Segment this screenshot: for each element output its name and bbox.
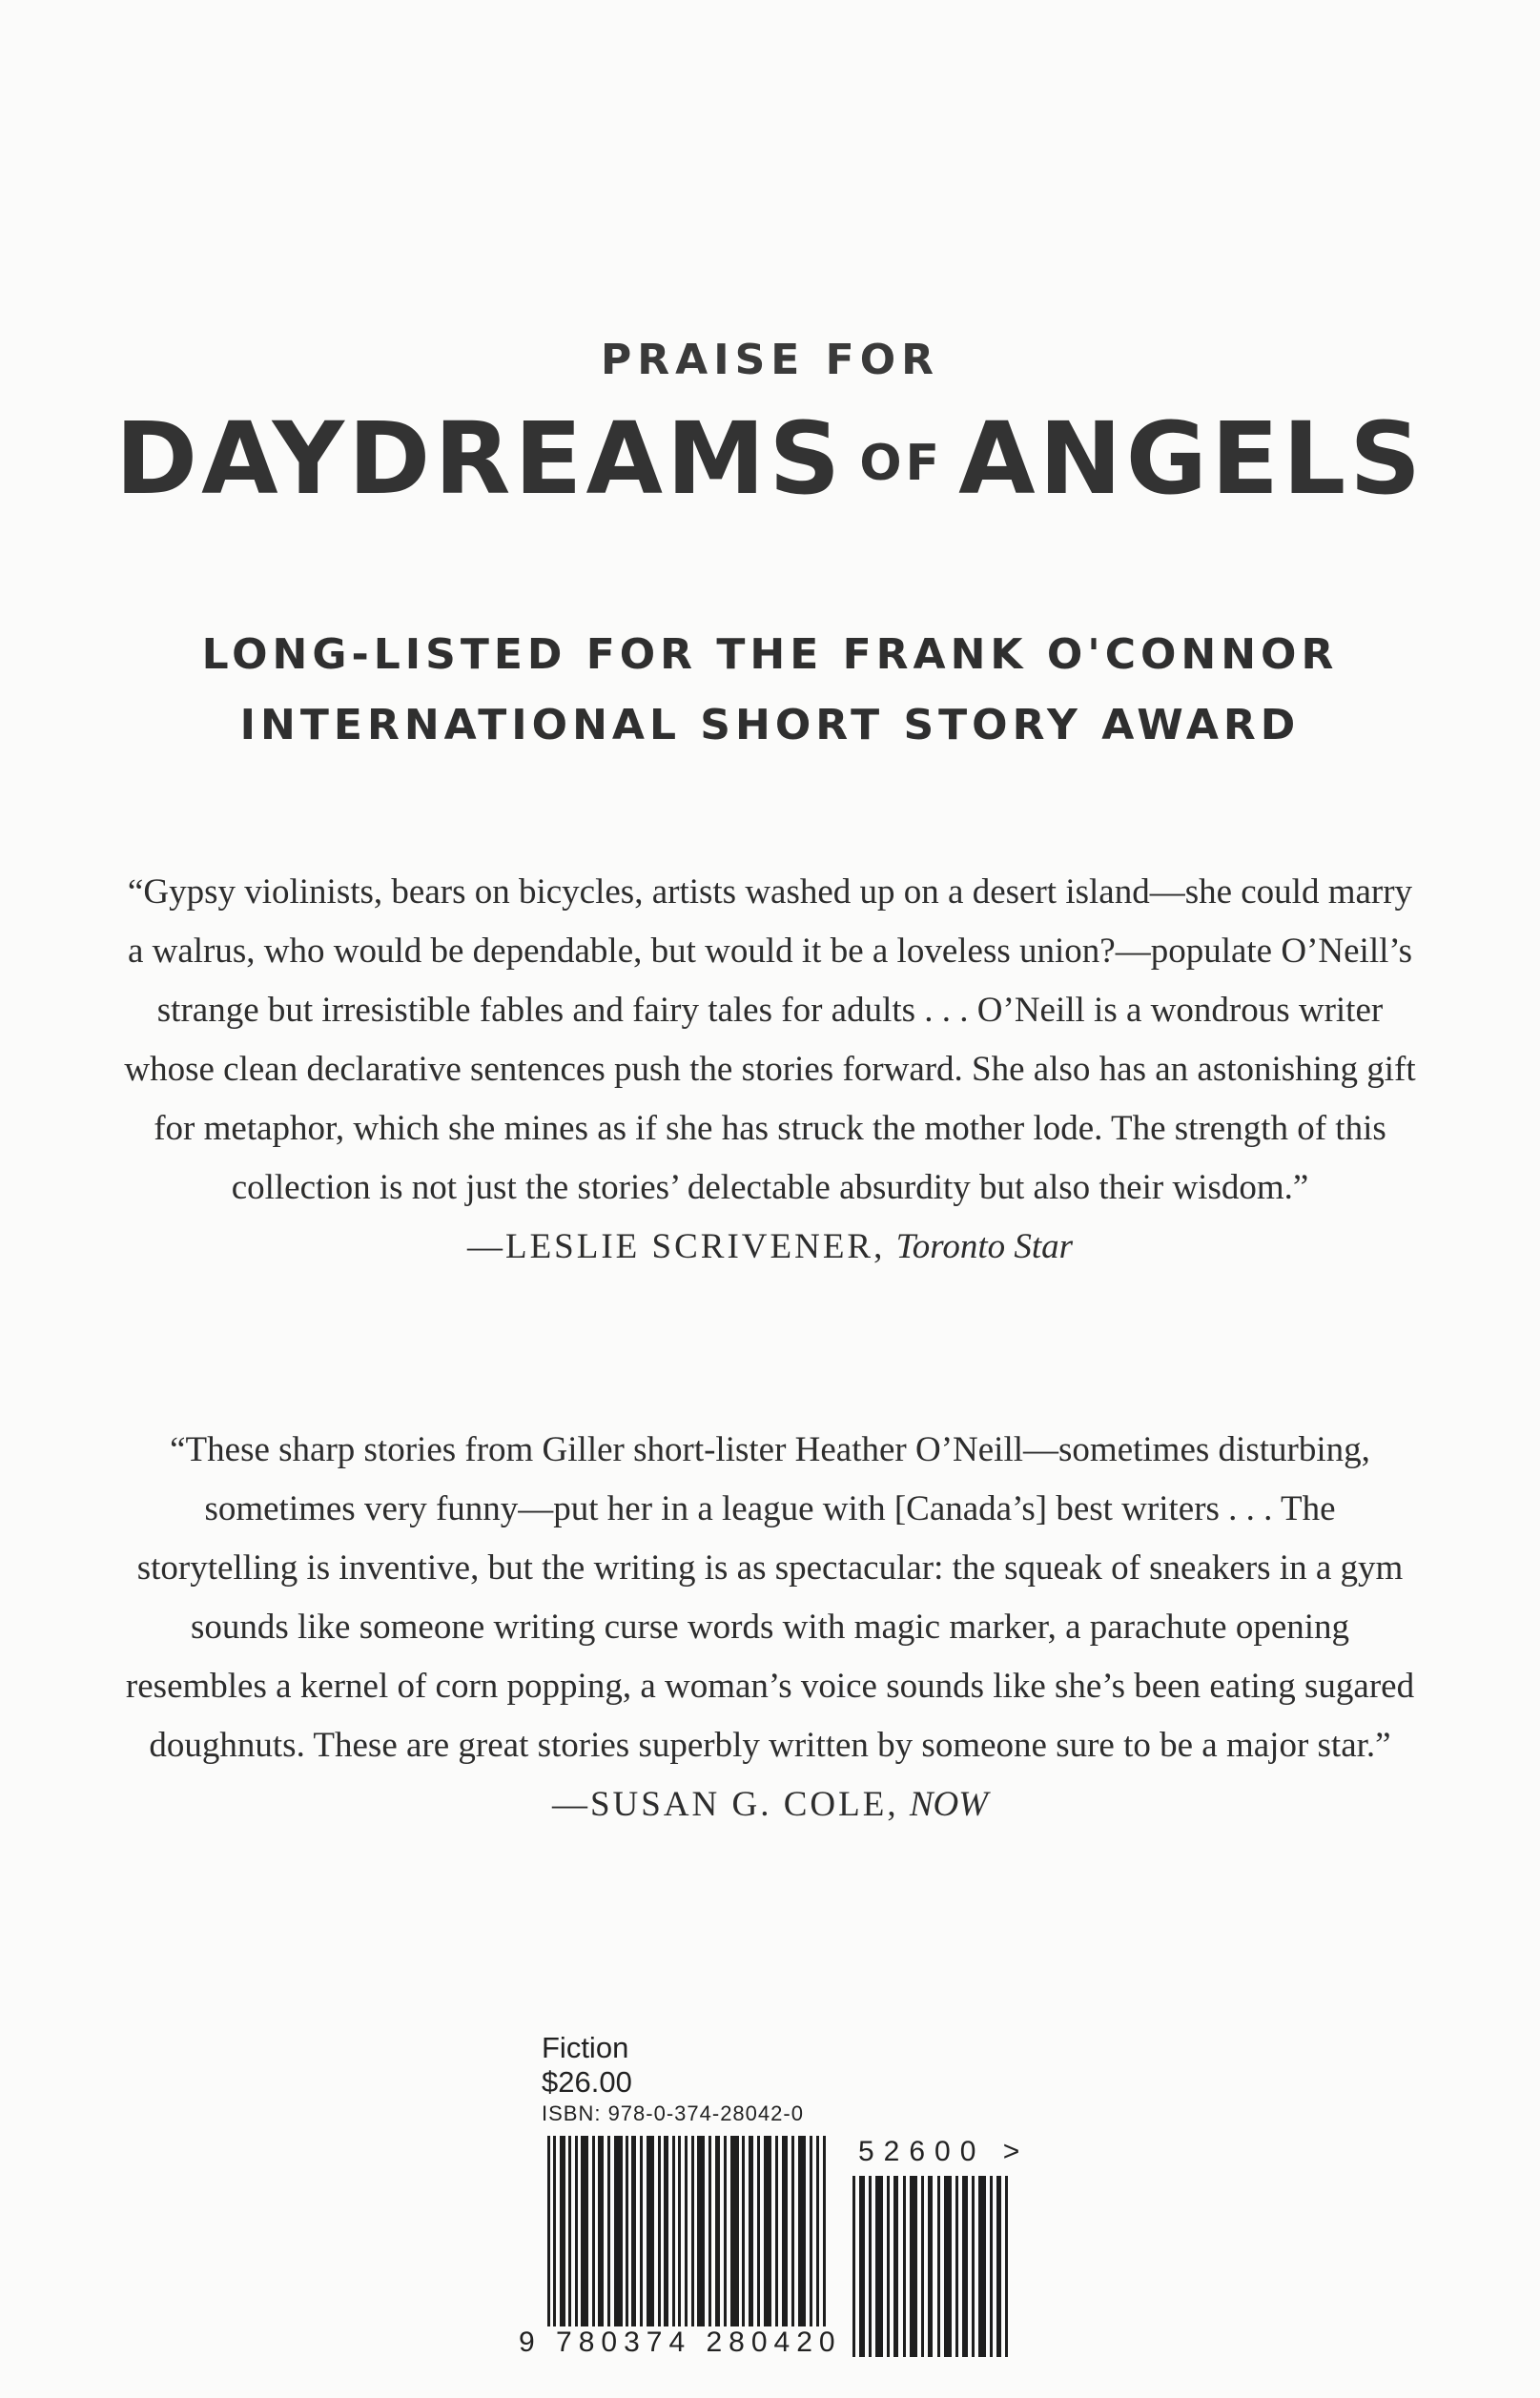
review-quote-1 [124, 863, 1416, 1277]
award-line-2: INTERNATIONAL SHORT STORY AWARD [239, 701, 1301, 749]
review-quote-2-text: “These sharp stories from Giller short-lister Heather O’Neill—sometimes disturbing, sometimes very funny—put her in a league with [Canada’s] best writers . . . The storytelling is inventive, but the writing is as spectacular: the squeak of sneakers in a gym sounds like someone writing curse words with magic marker, a parachute opening resembles a kernel of corn popping, a woman’s voice sounds like she’s been eating sugared doughnuts. These are great stories superbly written by someone sure to be a major star.” [125, 1430, 1415, 1765]
book-title [0, 400, 1540, 517]
price-box [542, 2031, 804, 2128]
genre-label: Fiction [542, 2031, 629, 2064]
price-label: $26.00 [542, 2065, 632, 2099]
review-quote-1-attribution [124, 1218, 1416, 1277]
review-quote-1-text: “Gypsy violinists, bears on bicycles, artists washed up on a desert island—she could marry a walrus, who would be dependable, but would it be a loveless union?—populate O’Neill’s strange but irresistible fables and fairy tales for adults . . . O’Neill is a wondrous writer whose clean declarative sentences push the stories forward. She also has an astonishing gift for metaphor, which she mines as if she has struck the mother lode. The strength of this collection is not just the stories’ delectable absurdity but also their wisdom.” [124, 872, 1416, 1207]
review-2-author: —SUSAN G. COLE, [551, 1785, 899, 1824]
isbn-label: ISBN: 978-0-374-28042-0 [542, 2101, 804, 2125]
review-2-source: NOW [909, 1785, 989, 1824]
review-quote-2 [124, 1421, 1416, 1834]
award-notice [0, 620, 1540, 761]
review-1-source: Toronto Star [895, 1227, 1074, 1266]
praise-for-heading: PRAISE FOR [601, 336, 939, 384]
barcode-addon-digits: 52600 > [858, 2136, 1030, 2167]
review-quote-2-attribution [124, 1775, 1416, 1834]
barcode-main-bars [545, 2136, 832, 2357]
award-line-1: LONG-LISTED FOR THE FRANK O'CONNOR [201, 630, 1339, 679]
title-part-angels: ANGELS [958, 400, 1426, 517]
barcode-digits [517, 2326, 844, 2359]
barcode-addon-bars [851, 2176, 1011, 2357]
barcode-digits-text: 9 780374 280420 [519, 2326, 842, 2358]
title-part-daydreams: DAYDREAMS [114, 400, 845, 517]
title-part-of: OF [859, 435, 944, 492]
review-1-author: —LESLIE SCRIVENER, [466, 1227, 886, 1266]
barcode [519, 2136, 1041, 2365]
